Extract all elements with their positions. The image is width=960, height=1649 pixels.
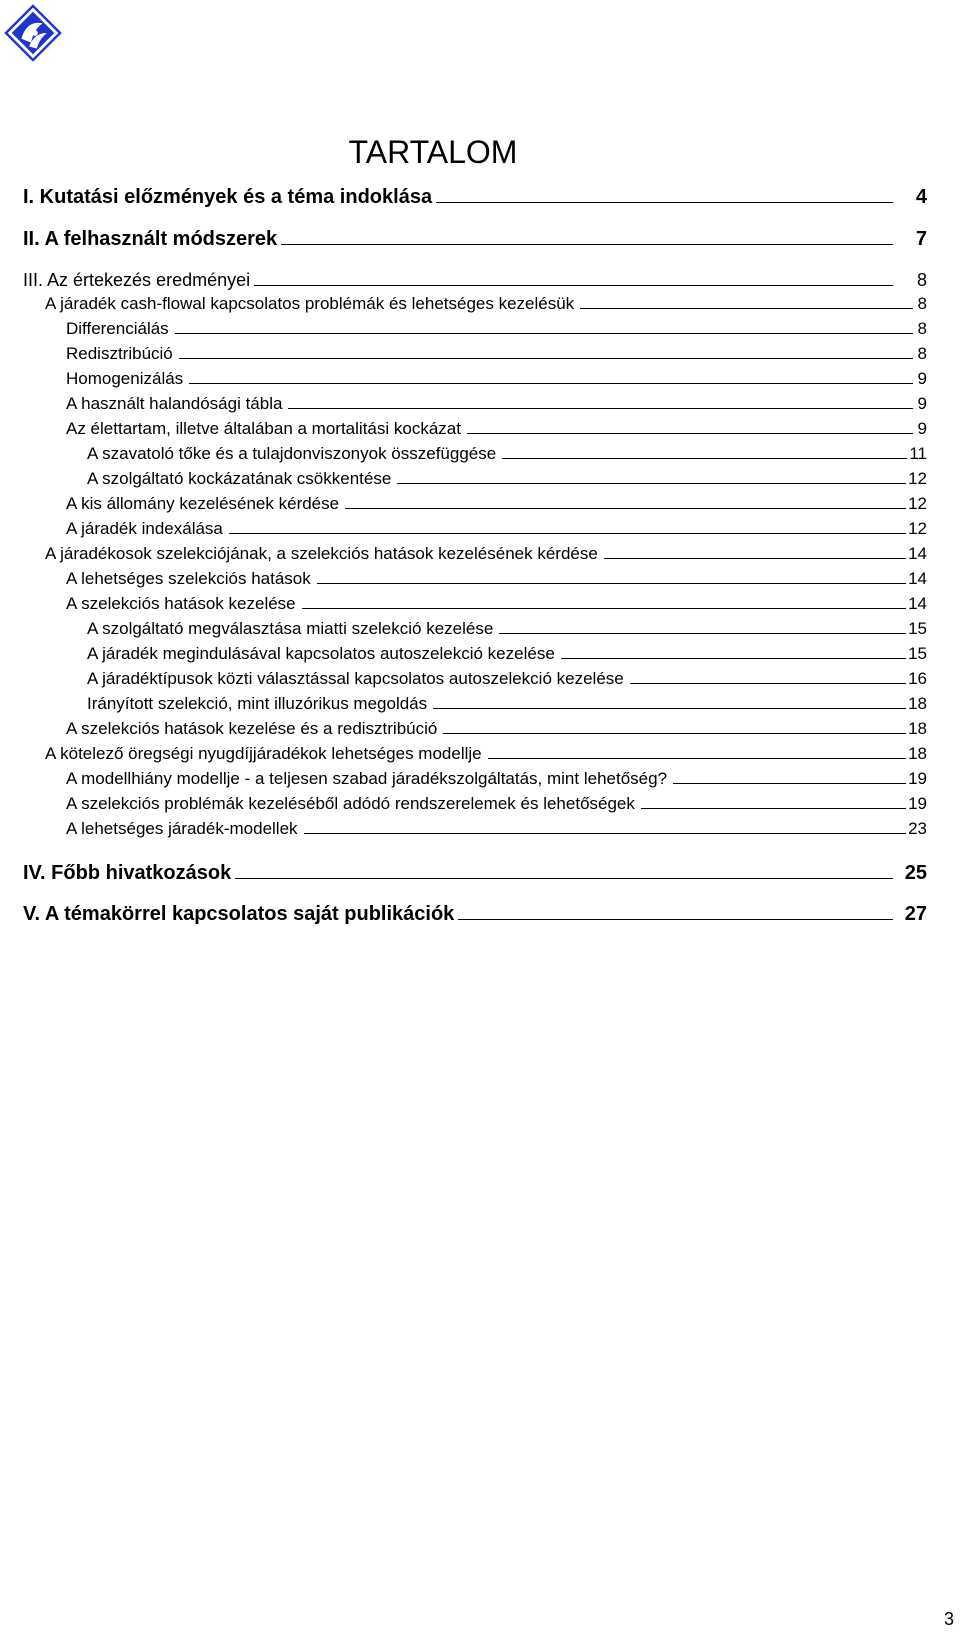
toc-entry-label: V. A témakörrel kapcsolatos saját publikációk <box>23 903 455 925</box>
toc-entry[interactable] <box>66 818 927 840</box>
toc-leader-line <box>302 608 906 609</box>
toc-entry[interactable] <box>87 468 927 490</box>
toc-entry-page: 18 <box>908 719 927 738</box>
toc-entry-page: 12 <box>908 494 927 513</box>
toc-entry-page: 18 <box>908 744 927 763</box>
toc-entry[interactable] <box>87 643 927 665</box>
toc-entry-label: I. Kutatási előzmények és a téma indoklása <box>23 186 433 208</box>
toc-leader-line <box>254 285 893 286</box>
toc-entry-label: A járadékosok szelekciójának, a szelekciós hatások kezelésének kérdése <box>45 544 598 563</box>
toc-leader-line <box>304 833 907 834</box>
toc-entry-page: 25 <box>904 862 927 884</box>
toc-leader-line <box>561 658 906 659</box>
toc-entry-page: 15 <box>908 644 927 663</box>
toc-leader-line <box>443 733 906 734</box>
toc-entry-page: 12 <box>908 519 927 538</box>
toc-entry[interactable] <box>66 318 927 340</box>
toc-entry-page: 14 <box>908 594 927 613</box>
toc-entry-label: Homogenizálás <box>66 369 184 388</box>
toc-leader-line <box>436 202 893 203</box>
toc-leader-line <box>345 508 906 509</box>
toc-entry[interactable] <box>23 226 927 252</box>
toc-entry-label: Irányított szelekció, mint illuzórikus megoldás <box>87 694 428 713</box>
toc-leader-line <box>502 458 907 459</box>
toc-entry[interactable] <box>66 593 927 615</box>
toc-entry-page: 15 <box>908 619 927 638</box>
toc-entry-label: A szolgáltató megválasztása miatti szelekció kezelése <box>87 619 494 638</box>
toc-entry-label: A szelekciós problémák kezeléséből adódó rendszerelemek és lehetőségek <box>66 794 635 813</box>
toc-entry[interactable] <box>45 293 927 315</box>
page-title: TARTALOM <box>348 134 518 170</box>
toc-entry-page: 12 <box>908 469 927 488</box>
toc-entry[interactable] <box>66 768 927 790</box>
toc-entry[interactable] <box>87 618 927 640</box>
toc-leader-line <box>630 683 906 684</box>
toc-entry-label: II. A felhasznált módszerek <box>23 228 278 250</box>
toc-leader-line <box>641 808 906 809</box>
toc-entry-page: 8 <box>917 344 927 363</box>
toc-leader-line <box>433 708 906 709</box>
toc-entry[interactable] <box>66 343 927 365</box>
toc-entry-page: 8 <box>916 270 927 290</box>
toc-entry[interactable] <box>66 568 927 590</box>
toc-entry-label: III. Az értekezés eredményei <box>23 270 251 290</box>
toc-entry[interactable] <box>23 184 927 210</box>
toc-entry-label: A lehetséges járadék-modellek <box>66 819 298 838</box>
toc-leader-line <box>189 383 913 384</box>
toc-entry-label: A szelekciós hatások kezelése <box>66 594 296 613</box>
toc-entry-label: Differenciálás <box>66 319 169 338</box>
toc-entry-label: A járadéktípusok közti választással kapcsolatos autoszelekció kezelése <box>87 669 624 688</box>
toc-leader-line <box>179 358 913 359</box>
toc-entry-page: 11 <box>909 444 927 463</box>
toc-entry-label: A szavatoló tőke és a tulajdonviszonyok összefüggése <box>87 444 497 463</box>
toc-entry-label: A használt halandósági tábla <box>66 394 283 413</box>
toc-leader-line <box>235 878 893 879</box>
toc-entry[interactable] <box>23 901 927 927</box>
toc-entry[interactable] <box>45 543 927 565</box>
toc-entry-page: 9 <box>917 419 927 438</box>
toc-entry[interactable] <box>87 668 927 690</box>
toc-entry-page: 19 <box>908 794 927 813</box>
toc-entry-label: A kötelező öregségi nyugdíjjáradékok lehetséges modellje <box>45 744 482 763</box>
toc-leader-line <box>175 333 913 334</box>
toc-entry-page: 8 <box>917 294 927 313</box>
toc-leader-line <box>458 919 892 920</box>
toc-entry[interactable] <box>66 368 927 390</box>
toc-leader-line <box>288 408 913 409</box>
page-number: 3 <box>943 1609 954 1629</box>
toc-entry-label: A kis állomány kezelésének kérdése <box>66 494 340 513</box>
toc-entry[interactable] <box>87 443 927 465</box>
toc-entry[interactable] <box>87 693 927 715</box>
toc-leader-line <box>499 633 906 634</box>
toc-entry-label: A járadék indexálása <box>66 519 223 538</box>
toc-entry[interactable] <box>66 718 927 740</box>
toc-leader-line <box>317 583 906 584</box>
toc-entry-page: 27 <box>904 903 927 925</box>
toc-entry[interactable] <box>23 267 927 293</box>
toc-entry-page: 9 <box>917 394 927 413</box>
toc-leader-line <box>397 483 906 484</box>
toc-leader-line <box>604 558 906 559</box>
toc-entry-page: 9 <box>917 369 927 388</box>
toc-entry-page: 18 <box>908 694 927 713</box>
toc-entry[interactable] <box>66 418 927 440</box>
toc-leader-line <box>580 308 913 309</box>
toc-entry-label: A járadék cash-flowal kapcsolatos problémák és lehetséges kezelésük <box>45 294 575 313</box>
toc-entry-page: 19 <box>908 769 927 788</box>
toc-entry-page: 14 <box>908 569 927 588</box>
toc-entry-label: A szelekciós hatások kezelése és a redisztribúció <box>66 719 438 738</box>
toc-entry-page: 16 <box>908 669 927 688</box>
toc-entry-label: A szolgáltató kockázatának csökkentése <box>87 469 392 488</box>
toc-leader-line <box>488 758 906 759</box>
toc-leader-line <box>467 433 913 434</box>
toc-entry-label: A modellhiány modellje - a teljesen szabad járadékszolgáltatás, mint lehetőség? <box>66 769 668 788</box>
toc-entry-page: 8 <box>917 319 927 338</box>
toc-entry[interactable] <box>45 743 927 765</box>
toc-leader-line <box>673 783 906 784</box>
toc-entry-label: Redisztribúció <box>66 344 173 363</box>
toc-entry[interactable] <box>66 393 927 415</box>
toc-entry[interactable] <box>66 793 927 815</box>
toc-entry[interactable] <box>66 518 927 540</box>
toc-entry[interactable] <box>23 860 927 886</box>
toc-entry-label: A lehetséges szelekciós hatások <box>66 569 311 588</box>
toc-entry-label: Az élettartam, illetve általában a mortalitási kockázat <box>66 419 461 438</box>
toc-entry-page: 7 <box>915 228 927 250</box>
toc-entry-page: 23 <box>908 819 927 838</box>
toc-entry-label: A járadék megindulásával kapcsolatos autoszelekció kezelése <box>87 644 555 663</box>
toc-leader-line <box>281 244 893 245</box>
toc-entry-label: IV. Főbb hivatkozások <box>23 862 232 884</box>
toc-entry[interactable] <box>66 493 927 515</box>
toc-entry-page: 4 <box>915 186 927 208</box>
toc-entry-page: 14 <box>908 544 927 563</box>
toc-leader-line <box>229 533 906 534</box>
